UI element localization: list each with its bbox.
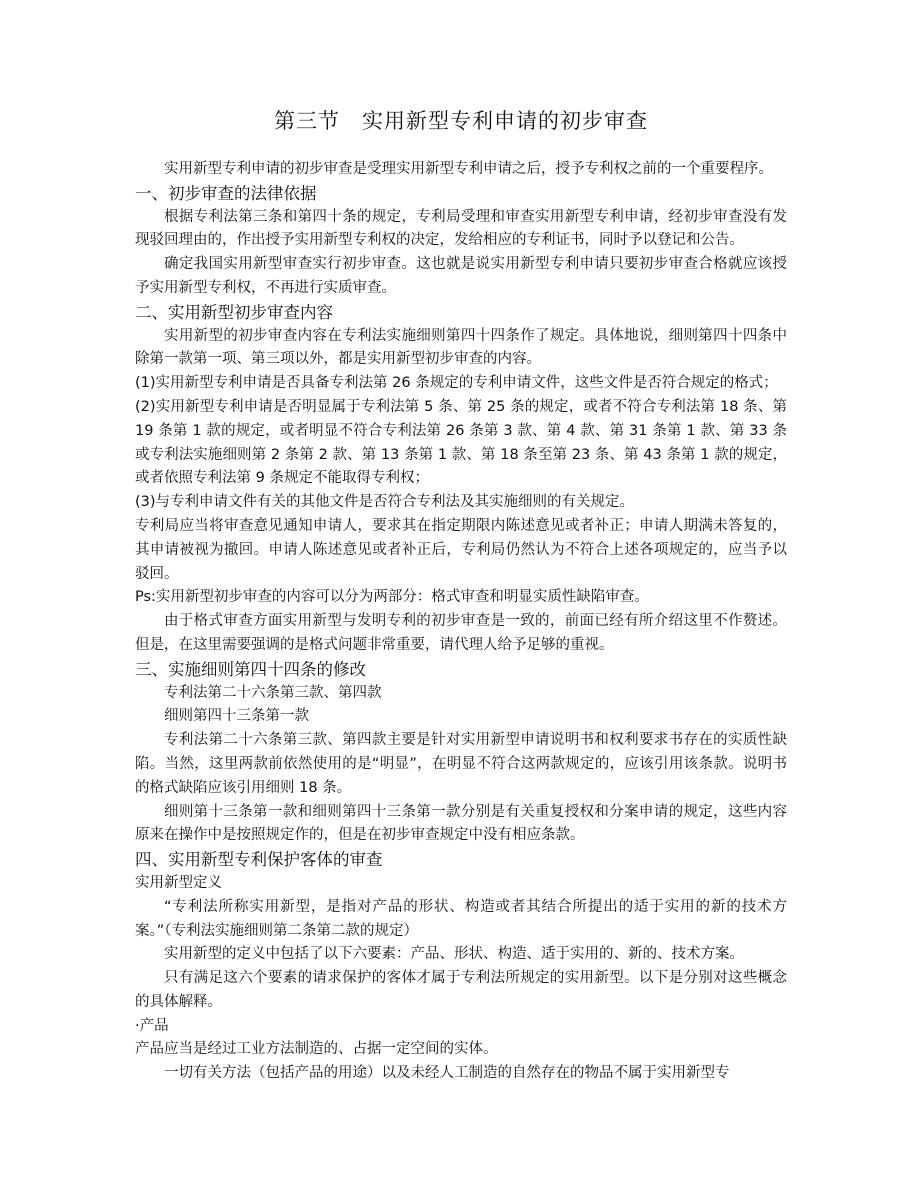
paragraph: Ps:实用新型初步审查的内容可以分为两部分：格式审查和明显实质性缺陷审查。: [135, 589, 649, 606]
paragraph: 细则第十三条第一款和细则第四十三条第一款分别是有关重复授权和分案申请的规定，这些内容原来在操作中是按照规定作的，但是在初步审查规定中没有相应条款。: [135, 803, 787, 844]
paragraph: 专利法第二十六条第三款、第四款: [164, 684, 382, 701]
section-heading: 一、初步审查的法律依据: [135, 183, 317, 203]
document-body: [135, 158, 787, 1086]
paragraph: 专利法第二十六条第三款、第四款主要是针对实用新型申请说明书和权利要求书存在的实质性缺陷。当然，这里两款前依然使用的是“明显”，在明显不符合这两款规定的，应该引用该条款。说明书的格式缺陷应该引用细则 18 条。: [135, 732, 787, 796]
paragraph: 实用新型定义: [135, 874, 222, 891]
paragraph: ·产品: [135, 1017, 169, 1034]
paragraph: 根据专利法第三条和第四十条的规定，专利局受理和审查实用新型专利申请，经初步审查没有发现驳回理由的，作出授予实用新型专利权的决定，发给相应的专利证书，同时予以登记和公告。: [135, 208, 787, 249]
page-title: 第三节 实用新型专利申请的初步审查: [274, 109, 648, 133]
paragraph: 只有满足这六个要素的请求保护的客体才属于专利法所规定的实用新型。以下是分别对这些概念的具体解释。: [135, 970, 787, 1010]
paragraph: (2)实用新型专利申请是否明显属于专利法第 5 条、第 25 条的规定，或者不符合专利法第 18 条、第 19 条第 1 款的规定，或者明显不符合专利法第 26 条第 3 款、第 4 款、第 31 条第 1 款、第 33 条或专利法实施细则第 2 条第 2 款、第 13 条第 1 款、第 18 条至第 23 条、第 43 条第 1 款的规定，或者依照专利法第 9 条规定不能取得专利权；: [135, 398, 787, 487]
paragraph: 实用新型的定义中包括了以下六要素：产品、形状、构造、适于实用的、新的、技术方案。: [164, 946, 744, 963]
paragraph: 产品应当是经过工业方法制造的、占据一定空间的实体。: [135, 1041, 498, 1058]
document-page: [135, 0, 787, 1086]
paragraph: 细则第四十三条第一款: [164, 708, 309, 725]
paragraph: 专利局应当将审查意见通知申请人，要求其在指定期限内陈述意见或者补正；申请人期满未答复的，其申请被视为撤回。申请人陈述意见或者补正后，专利局仍然认为不符合上述各项规定的，应当予以驳回。: [135, 517, 787, 582]
paragraph: “专利法所称实用新型，是指对产品的形状、构造或者其结合所提出的适于实用的新的技术方案。”（专利法实施细则第二条第二款的规定）: [135, 898, 787, 939]
paragraph: 实用新型专利申请的初步审查是受理实用新型专利申请之后，授予专利权之前的一个重要程序。: [164, 161, 773, 177]
paragraph: (3)与专利申请文件有关的其他文件是否符合专利法及其实施细则的有关规定。: [135, 494, 635, 511]
section-heading: 四、实用新型专利保护客体的审查: [135, 850, 383, 870]
paragraph: 确定我国实用新型审查实行初步审查。这也就是说实用新型专利申请只要初步审查合格就应该授予实用新型专利权，不再进行实质审查。: [135, 256, 787, 296]
paragraph: 一切有关方法（包括产品的用途）以及未经人工制造的自然存在的物品不属于实用新型专: [164, 1065, 730, 1082]
paragraph: (1)实用新型专利申请是否具备专利法第 26 条规定的专利申请文件，这些文件是否符合规定的格式；: [135, 375, 778, 392]
paragraph: 由于格式审查方面实用新型与发明专利的初步审查是一致的，前面已经有所介绍这里不作赘述。但是，在这里需要强调的是格式问题非常重要，请代理人给予足够的重视。: [135, 613, 787, 653]
paragraph: 实用新型的初步审查内容在专利法实施细则第四十四条作了规定。具体地说，细则第四十四条中除第一款第一项、第三项以外，都是实用新型初步审查的内容。: [135, 327, 787, 368]
section-heading: 二、实用新型初步审查内容: [135, 302, 333, 322]
section-heading: 三、实施细则第四十四条的修改: [135, 659, 366, 679]
